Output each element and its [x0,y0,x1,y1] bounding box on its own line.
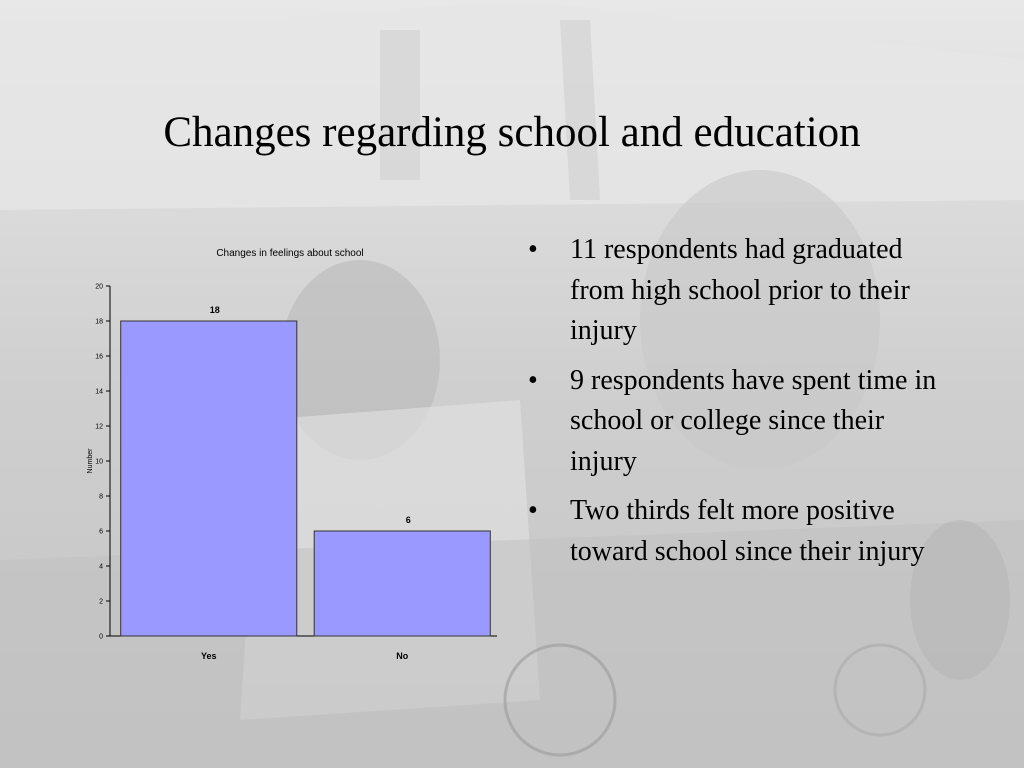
bullet-text: 11 respondents had graduated from high school prior to their injury [570,234,910,346]
bullet-list [528,230,948,581]
bullet-text: 9 respondents have spent time in school or college since their injury [570,364,937,477]
bullet-item [528,230,948,352]
y-tick-label: 20 [95,283,103,291]
bullet-item [528,491,948,572]
x-category-label: No [396,651,409,661]
y-tick-label: 6 [99,528,103,536]
y-tick-label: 16 [95,353,103,361]
slide-title: Changes regarding school and education [163,109,861,156]
data-label: 6 [405,515,411,525]
chart-title: Changes in feelings about school [216,248,364,259]
y-tick-label: 4 [99,563,103,571]
bullet-text: Two thirds felt more positive toward school since their injury [570,495,925,567]
y-tick-label: 18 [95,318,103,326]
bullet-symbol: • [528,364,538,396]
y-tick-label: 8 [99,493,103,501]
y-tick-label: 14 [95,388,103,396]
y-tick-label: 2 [99,598,103,606]
bullet-symbol: • [528,495,538,526]
y-axis-label: Number [87,448,94,474]
data-label: 18 [209,305,220,315]
bullet-item [528,361,948,483]
x-category-label: Yes [200,651,217,661]
y-tick-label: 10 [95,458,103,466]
y-tick-label: 12 [95,423,103,431]
y-tick-label: 0 [99,633,103,641]
bullet-symbol: • [528,234,538,265]
